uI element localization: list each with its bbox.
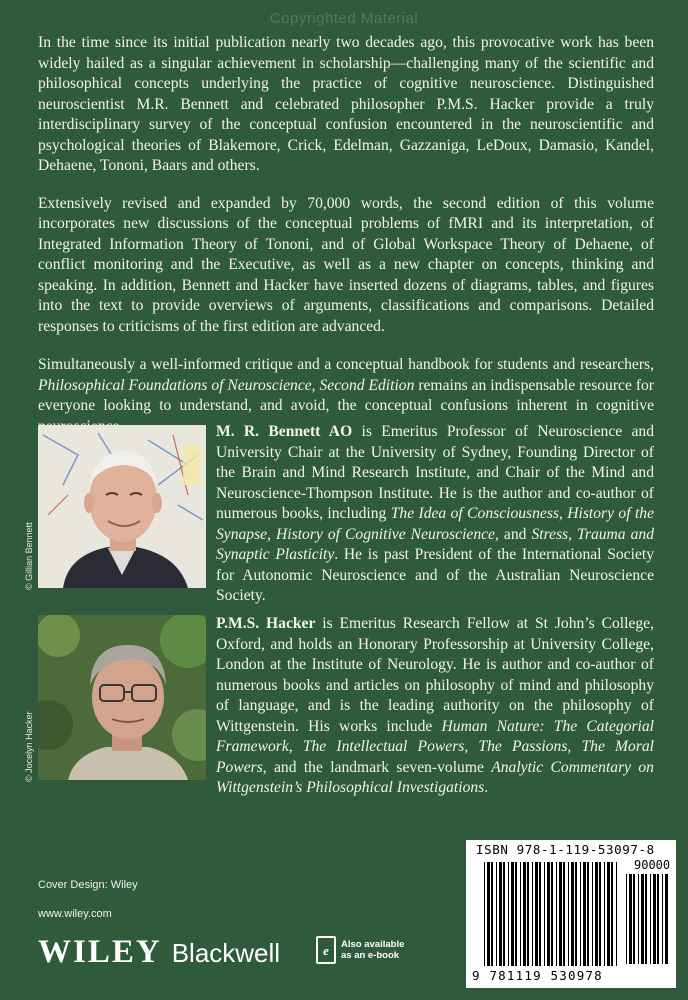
barcode-bar: [527, 862, 529, 966]
barcode-bar: [571, 862, 574, 966]
barcode-bar: [544, 862, 545, 966]
copyright-watermark: Copyrighted Material: [269, 10, 419, 27]
blurb-paragraph-1: In the time since its initial publication nearly two decades ago, this provocative work has been widely hailed as a singular achievement in scholarship—challenging many of the scientific and philosophical concepts underlying the practice of cognitive neuroscience. Distinguished neuroscientist M.R. Bennett and celebrated philosopher P.M.S. Hacker provide a truly interdisciplinary survey of the conceptual confusion encountered in the neuroscientific and psychological theories of Blakemore, Crick, Edelman, Gazzaniga, LeDoux, Damasio, Kandel, Dehaene, Tononi, Baars and others.: [38, 34, 654, 174]
hacker-book-5: Analytic Commentary on Wittgenstein’s Philosophical Investigations: [216, 758, 654, 796]
barcode-digits: 9 781119 530978: [472, 968, 603, 983]
bennett-book-2: History of the Synapse: [216, 505, 655, 543]
bennett-book-4: Stress, Trauma and Synaptic Plasticity: [216, 525, 655, 563]
ebook-icon: e: [316, 936, 336, 964]
isbn-number: ISBN 978-1-119-53097-8: [476, 842, 655, 857]
ebook-line-1: Also available: [341, 939, 405, 950]
barcode-bar: [629, 874, 632, 964]
barcode-bar: [484, 862, 485, 966]
bennett-photo: [38, 425, 206, 588]
bennett-text-1: is Emeritus Professor of Neuroscience and University Chair at the University of Sydney, Founding Director of the Brain and Mind Research Institute, and Chair of the Mind and Neuroscience-Thompson Institute. He is the author and co-author of numerous books, including: [216, 423, 654, 522]
barcode-bar: [638, 874, 639, 964]
blurb-p3-text: Simultaneously a well-informed critique and a conceptual handbook for students and researchers,: [38, 356, 654, 373]
barcode-bar: [539, 862, 541, 966]
bennett-name: M. R. Bennett AO: [216, 423, 353, 440]
barcode-bar: [599, 862, 601, 966]
barcode-bar: [551, 862, 553, 966]
barcode-bar: [662, 874, 663, 964]
barcode-bar: [633, 874, 635, 964]
barcode-bar: [511, 862, 514, 966]
book-title-italic: Philosophical Foundations of Neuroscience, Second Edition: [38, 376, 415, 394]
barcode-bar: [575, 862, 577, 966]
bennett-book-3: History of Cognitive Neuroscience: [276, 525, 495, 543]
book-blurb: [38, 33, 654, 454]
hacker-text-4: ,: [567, 738, 582, 755]
logo-wiley-text: WILEY: [38, 934, 162, 970]
barcode-bar: [523, 862, 526, 966]
barcode-bar: [583, 862, 586, 966]
hacker-text-5: , and the landmark seven-volume: [262, 758, 492, 776]
barcode-bar: [616, 862, 617, 966]
isbn-barcode: [466, 840, 676, 988]
hacker-book-1: Human Nature: The Categorial Framework: [216, 717, 654, 755]
barcode-bar: [645, 874, 647, 964]
barcode-bar: [592, 862, 593, 966]
price-code: 90000: [634, 858, 671, 872]
ebook-text: [341, 939, 404, 961]
hacker-text-3: ,: [464, 738, 479, 755]
bennett-text-5: . He is past President of the International Society for Autonomic Neuroscience and of the Australian Neuroscience Society.: [216, 546, 654, 604]
hacker-photo: [38, 615, 206, 780]
barcode-bar: [587, 862, 589, 966]
logo-blackwell-text: Blackwell: [171, 938, 281, 968]
barcode-bar: [535, 862, 538, 966]
barcode-bar: [515, 862, 517, 966]
barcode-bar: [559, 862, 562, 966]
barcode-bar: [532, 862, 533, 966]
barcode-bar: [503, 862, 505, 966]
hacker-photo-credit: © Jocelyn Hacker: [24, 711, 34, 782]
wiley-blackwell-logo: [38, 934, 280, 971]
barcode-bar: [563, 862, 565, 966]
hacker-book-2: The Intellectual Powers: [302, 738, 465, 755]
barcode-bar: [653, 874, 656, 964]
barcode-bar: [641, 874, 644, 964]
barcode-bar: [547, 862, 550, 966]
ebook-notice: [316, 936, 404, 964]
bennett-bio: [216, 422, 654, 607]
hacker-name: P.M.S. Hacker: [216, 615, 316, 632]
bennett-text-2: ,: [558, 505, 568, 522]
barcode-bar: [499, 862, 502, 966]
hacker-text-1: is Emeritus Research Fellow at St John’s College, Oxford, and holds an Honorary Professorship at University College, London at the Institute of Neurology. He is author and co-author of numerous books and articles on philosophy of mind and philosophy of language, and is the leading authority on the philosophy of Wittgenstein. His works include: [216, 615, 654, 735]
barcode-bar: [607, 862, 610, 966]
barcode-bar: [595, 862, 598, 966]
barcode-bar: [496, 862, 497, 966]
hacker-book-3: The Passions: [478, 738, 568, 755]
hacker-bio: [216, 614, 654, 799]
barcode-bar: [568, 862, 569, 966]
barcode-bar: [650, 874, 651, 964]
hacker-text-6: .: [484, 779, 489, 796]
barcode-bar: [556, 862, 557, 966]
barcode-bar: [520, 862, 521, 966]
bennett-photo-credit: © Gillian Bennett: [24, 522, 34, 590]
barcode-bar: [604, 862, 605, 966]
barcode-bar: [665, 874, 668, 964]
bennett-text-4: , and: [494, 525, 532, 543]
ebook-line-2: as an e-book: [341, 950, 400, 961]
ean-barcode-bars: [484, 862, 620, 966]
addon-barcode-bars: [626, 874, 668, 964]
bennett-text-3: ,: [267, 525, 277, 543]
website-link[interactable]: www.wiley.com: [38, 908, 112, 920]
barcode-bar: [508, 862, 509, 966]
hacker-text-2: ,: [288, 738, 303, 755]
blurb-paragraph-2: Extensively revised and expanded by 70,000 words, the second edition of this volume incorporates new discussions of the conceptual problems of fMRI and its interpretation, of Integrated Information Theory of Tononi, and of Global Workspace Theory of Dehaene, of conflict monitoring and the Executive, as well as a new chapter on concepts, thinking and speaking. In addition, Bennett and Hacker have inserted dozens of diagrams, tables, and figures into the text to provide overviews of arguments, classifications and comparisons. Detailed responses to criticisms of the first edition are advanced.: [38, 194, 654, 335]
barcode-bar: [657, 874, 659, 964]
barcode-bar: [611, 862, 613, 966]
hacker-book-4: The Moral Powers: [216, 738, 655, 776]
cover-design-credit: Cover Design: Wiley: [38, 879, 138, 891]
blurb-p3-text-end: remains an indispensable resource for everyone looking to understand, and avoid, the conceptual confusions inherent in cognitive: [38, 376, 655, 414]
bennett-book-1: The Idea of Consciousness: [390, 505, 559, 522]
barcode-bar: [626, 874, 627, 964]
barcode-bar: [491, 862, 493, 966]
barcode-bar: [580, 862, 581, 966]
barcode-bar: [487, 862, 490, 966]
